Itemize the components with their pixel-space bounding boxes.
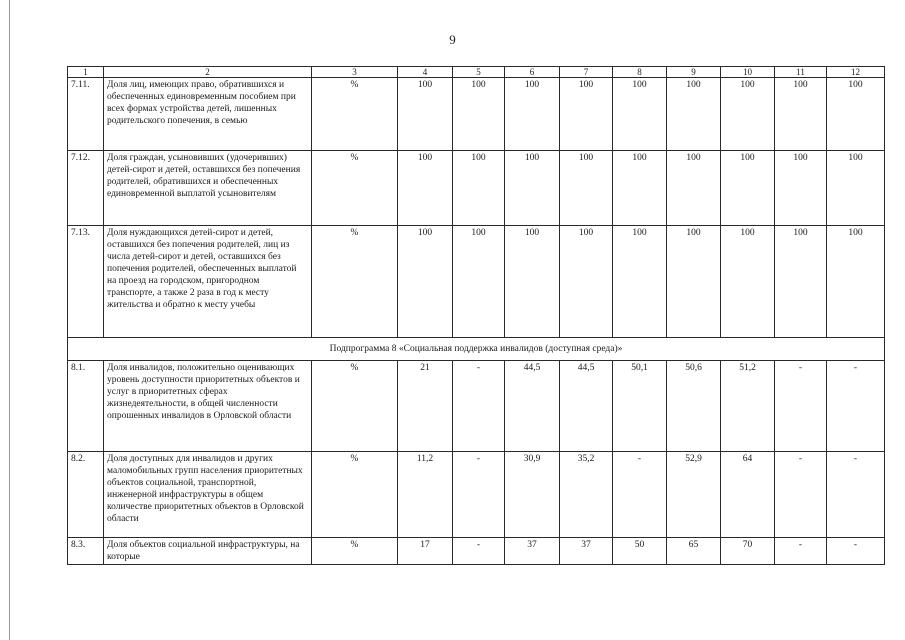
row-value: 100 <box>453 78 505 151</box>
row-value: 100 <box>827 78 885 151</box>
row-value: 64 <box>721 452 775 538</box>
row-value: 11,2 <box>398 452 453 538</box>
row-value: 100 <box>827 151 885 226</box>
row-value: 100 <box>667 78 721 151</box>
page-number: 9 <box>449 32 456 47</box>
row-value: 100 <box>398 226 453 338</box>
row-value: 17 <box>398 538 453 565</box>
row-value: 35,2 <box>560 452 613 538</box>
row-value: 30,9 <box>505 452 560 538</box>
row-value: 21 <box>398 361 453 452</box>
table-row <box>68 78 885 151</box>
row-value: 70 <box>721 538 775 565</box>
row-value: 50,6 <box>667 361 721 452</box>
row-value: 100 <box>613 226 667 338</box>
row-value: 65 <box>667 538 721 565</box>
row-value: 100 <box>398 78 453 151</box>
row-code: 8.1. <box>68 361 104 452</box>
row-value: 50 <box>613 538 667 565</box>
column-number: 10 <box>721 67 775 78</box>
row-name: Доля доступных для инвалидов и других маломобильных групп населения приоритетных объектов социальной, транспортной, инженерной инфраструктуры в общем количестве приоритетных объектов в Орловской области <box>104 452 312 538</box>
row-name: Доля объектов социальной инфраструктуры, на которые <box>104 538 312 565</box>
row-value: 37 <box>560 538 613 565</box>
row-value: 51,2 <box>721 361 775 452</box>
column-number: 4 <box>398 67 453 78</box>
row-value: 50,1 <box>613 361 667 452</box>
row-code: 7.13. <box>68 226 104 338</box>
column-number: 11 <box>775 67 827 78</box>
row-value: 100 <box>453 226 505 338</box>
page-left-edge <box>9 0 10 640</box>
row-value: 100 <box>505 151 560 226</box>
row-value: 100 <box>775 78 827 151</box>
table-row <box>68 226 885 338</box>
row-name: Доля нуждающихся детей-сирот и детей, оставшихся без попечения родителей, лиц из числа детей-сирот и детей, оставшихся без попечения родителей, обеспеченных выплатой на проезд на городском, пригородном транспорте, а также 2 раза в год к месту жительства и обратно к месту учебы <box>104 226 312 338</box>
table-row <box>68 538 885 565</box>
row-value: 100 <box>721 226 775 338</box>
row-value: 100 <box>560 151 613 226</box>
row-value: 100 <box>505 78 560 151</box>
row-unit: % <box>312 452 398 538</box>
row-code: 8.2. <box>68 452 104 538</box>
row-value: 100 <box>613 78 667 151</box>
row-name: Доля инвалидов, положительно оценивающих уровень доступности приоритетных объектов и услуг в приоритетных сферах жизнедеятельности, в общей численности опрошенных инвалидов в Орловской области <box>104 361 312 452</box>
row-unit: % <box>312 361 398 452</box>
row-value: - <box>827 452 885 538</box>
row-value: 100 <box>453 151 505 226</box>
row-value: - <box>775 361 827 452</box>
row-unit: % <box>312 78 398 151</box>
row-code: 8.3. <box>68 538 104 565</box>
row-value: - <box>775 452 827 538</box>
row-value: 100 <box>775 226 827 338</box>
row-value: 100 <box>721 78 775 151</box>
row-value: 100 <box>667 151 721 226</box>
row-value: - <box>775 538 827 565</box>
subprogram-header-row <box>68 338 885 361</box>
column-numbers-row <box>68 67 885 78</box>
row-name: Доля лиц, имеющих право, обратившихся и обеспеченных единовременным пособием при всех формах устройства детей, лишенных родительского попечения, в семью <box>104 78 312 151</box>
row-value: - <box>453 452 505 538</box>
column-number: 5 <box>453 67 505 78</box>
row-value: 100 <box>560 78 613 151</box>
row-value: 100 <box>613 151 667 226</box>
subprogram-title: Подпрограмма 8 «Социальная поддержка инвалидов (доступная среда)» <box>68 338 885 361</box>
row-value: - <box>613 452 667 538</box>
table-row <box>68 151 885 226</box>
table-row <box>68 361 885 452</box>
row-value: 100 <box>667 226 721 338</box>
row-unit: % <box>312 538 398 565</box>
column-number: 6 <box>505 67 560 78</box>
row-value: 37 <box>505 538 560 565</box>
row-value: - <box>827 361 885 452</box>
row-value: 100 <box>560 226 613 338</box>
indicators-table <box>67 66 885 565</box>
row-name: Доля граждан, усыновивших (удочеривших) детей-сирот и детей, оставшихся без попечения родителей, обратившихся и обеспеченных единовременной выплатой усыновителям <box>104 151 312 226</box>
row-value: 52,9 <box>667 452 721 538</box>
row-unit: % <box>312 151 398 226</box>
column-number: 2 <box>104 67 312 78</box>
table-row <box>68 452 885 538</box>
row-unit: % <box>312 226 398 338</box>
column-number: 3 <box>312 67 398 78</box>
column-number: 7 <box>560 67 613 78</box>
row-value: 100 <box>398 151 453 226</box>
row-value: - <box>453 361 505 452</box>
column-number: 9 <box>667 67 721 78</box>
row-value: 100 <box>505 226 560 338</box>
row-value: 44,5 <box>505 361 560 452</box>
row-value: 100 <box>775 151 827 226</box>
column-number: 12 <box>827 67 885 78</box>
column-number: 1 <box>68 67 104 78</box>
row-code: 7.11. <box>68 78 104 151</box>
row-value: 100 <box>721 151 775 226</box>
row-value: 100 <box>827 226 885 338</box>
column-number: 8 <box>613 67 667 78</box>
row-value: - <box>453 538 505 565</box>
row-value: 44,5 <box>560 361 613 452</box>
row-value: - <box>827 538 885 565</box>
row-code: 7.12. <box>68 151 104 226</box>
